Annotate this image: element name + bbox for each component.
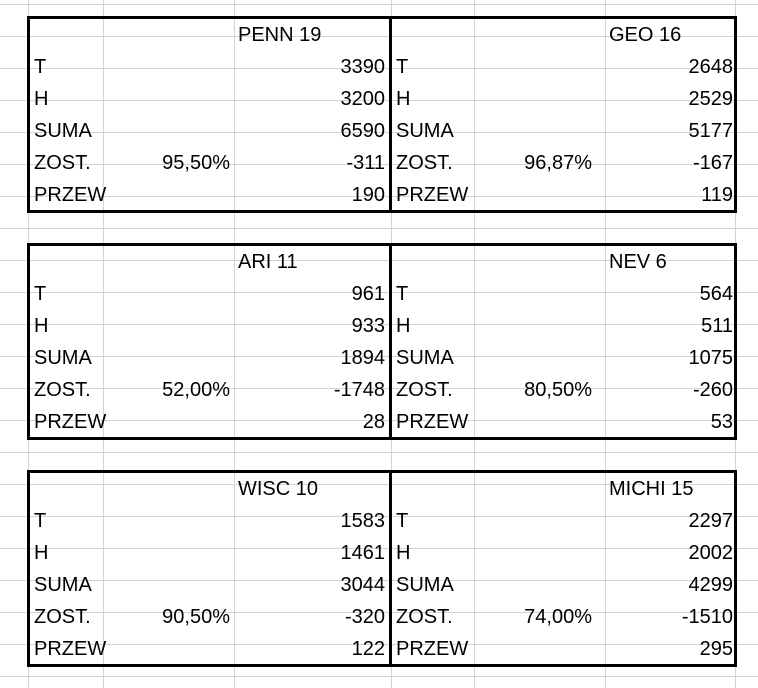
gridline-h <box>0 4 758 5</box>
value-cell-h[interactable]: 2002 <box>688 542 733 564</box>
value-cell-h[interactable]: 511 <box>701 315 733 337</box>
row-label-suma[interactable]: SUMA <box>34 574 92 596</box>
value-cell-h[interactable]: 933 <box>351 315 385 337</box>
value-cell-zost[interactable]: -320 <box>344 606 385 628</box>
value-cell-t[interactable]: 2648 <box>688 56 733 78</box>
row-label-przew[interactable]: PRZEW <box>396 638 469 660</box>
value-cell-przew[interactable]: 28 <box>362 411 385 433</box>
value-cell-h[interactable]: 1461 <box>340 542 385 564</box>
row-label-przew[interactable]: PRZEW <box>34 184 107 206</box>
gridline-h <box>0 676 758 677</box>
table-title[interactable]: ARI 11 <box>238 251 298 273</box>
value-cell-suma[interactable]: 4299 <box>688 574 733 596</box>
value-cell-zost[interactable]: -1510 <box>681 606 733 628</box>
row-label-zost[interactable]: ZOST. <box>396 152 453 174</box>
row-label-suma[interactable]: SUMA <box>396 120 454 142</box>
value-cell-przew[interactable]: 190 <box>351 184 385 206</box>
row-label-zost[interactable]: ZOST. <box>34 152 91 174</box>
row-label-suma[interactable]: SUMA <box>396 347 454 369</box>
value-cell-zost[interactable]: -167 <box>692 152 733 174</box>
row-label-przew[interactable]: PRZEW <box>396 411 469 433</box>
row-label-przew[interactable]: PRZEW <box>34 411 107 433</box>
value-cell-suma[interactable]: 6590 <box>340 120 385 142</box>
table-title[interactable]: PENN 19 <box>238 24 322 46</box>
zost-percent-cell[interactable]: 90,50% <box>162 606 230 628</box>
value-cell-zost[interactable]: -311 <box>346 152 385 174</box>
row-label-t[interactable]: T <box>396 283 409 305</box>
row-label-t[interactable]: T <box>34 56 47 78</box>
value-cell-t[interactable]: 564 <box>699 283 733 305</box>
table-title[interactable]: GEO 16 <box>609 24 682 46</box>
row-label-zost[interactable]: ZOST. <box>34 606 91 628</box>
value-cell-t[interactable]: 1583 <box>340 510 385 532</box>
value-cell-t[interactable]: 2297 <box>688 510 733 532</box>
row-label-zost[interactable]: ZOST. <box>34 379 91 401</box>
row-label-h[interactable]: H <box>34 542 49 564</box>
row-label-t[interactable]: T <box>34 283 47 305</box>
gridline-h <box>0 452 758 453</box>
value-cell-h[interactable]: 3200 <box>340 88 385 110</box>
value-cell-suma[interactable]: 3044 <box>340 574 385 596</box>
table-title[interactable]: NEV 6 <box>609 251 667 273</box>
value-cell-t[interactable]: 3390 <box>340 56 385 78</box>
row-label-h[interactable]: H <box>34 315 49 337</box>
row-label-suma[interactable]: SUMA <box>34 347 92 369</box>
row-label-suma[interactable]: SUMA <box>34 120 92 142</box>
value-cell-przew[interactable]: 122 <box>351 638 385 660</box>
value-cell-przew[interactable]: 295 <box>699 638 733 660</box>
value-cell-przew[interactable]: 53 <box>710 411 733 433</box>
row-label-t[interactable]: T <box>34 510 47 532</box>
row-label-h[interactable]: H <box>396 542 411 564</box>
value-cell-h[interactable]: 2529 <box>688 88 733 110</box>
row-label-suma[interactable]: SUMA <box>396 574 454 596</box>
value-cell-suma[interactable]: 1075 <box>688 347 733 369</box>
zost-percent-cell[interactable]: 80,50% <box>524 379 592 401</box>
row-label-zost[interactable]: ZOST. <box>396 379 453 401</box>
row-label-t[interactable]: T <box>396 510 409 532</box>
gridline-h <box>0 228 758 229</box>
table-title[interactable]: WISC 10 <box>238 478 319 500</box>
value-cell-przew[interactable]: 119 <box>701 184 733 206</box>
value-cell-suma[interactable]: 5177 <box>688 120 733 142</box>
row-label-h[interactable]: H <box>34 88 49 110</box>
zost-percent-cell[interactable]: 96,87% <box>524 152 592 174</box>
row-label-przew[interactable]: PRZEW <box>34 638 107 660</box>
row-label-zost[interactable]: ZOST. <box>396 606 453 628</box>
zost-percent-cell[interactable]: 52,00% <box>162 379 230 401</box>
value-cell-zost[interactable]: -1748 <box>333 379 385 401</box>
value-cell-suma[interactable]: 1894 <box>340 347 385 369</box>
value-cell-zost[interactable]: -260 <box>692 379 733 401</box>
row-label-h[interactable]: H <box>396 315 411 337</box>
row-label-t[interactable]: T <box>396 56 409 78</box>
table-title[interactable]: MICHI 15 <box>609 478 694 500</box>
row-label-przew[interactable]: PRZEW <box>396 184 469 206</box>
zost-percent-cell[interactable]: 95,50% <box>162 152 230 174</box>
row-label-h[interactable]: H <box>396 88 411 110</box>
zost-percent-cell[interactable]: 74,00% <box>524 606 592 628</box>
value-cell-t[interactable]: 961 <box>351 283 385 305</box>
